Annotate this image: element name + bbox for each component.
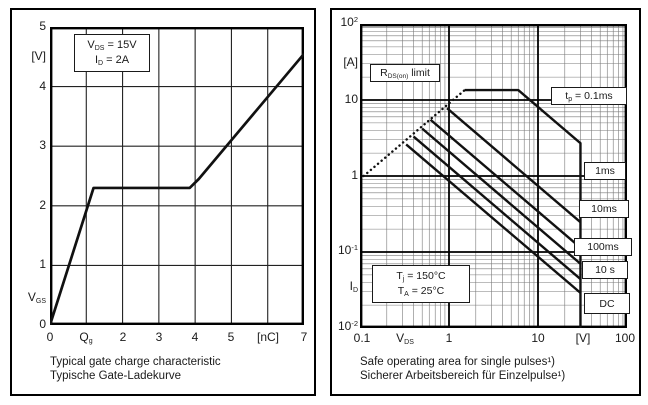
left-xtick-5: 5 bbox=[227, 330, 235, 344]
left-condition-vds: $V_{DS} = 15V$ bbox=[87, 39, 137, 52]
left-y-unit: [V] bbox=[31, 49, 46, 63]
pulse-width-label: $t_p = 0.1ms$ bbox=[551, 87, 627, 105]
soa-y-unit: [A] bbox=[343, 55, 358, 69]
soa-condition-ta: $T_A = 25^\circ C$ bbox=[397, 285, 445, 298]
left-caption-de: Typische Gate-Ladekurve bbox=[50, 370, 182, 382]
left-caption-en: Typical gate charge characteristic bbox=[50, 356, 221, 368]
rdson-limit-label: $R_{DS(on)}$ limit bbox=[370, 64, 440, 82]
left-x-symbol: $Q_g$ bbox=[79, 330, 93, 345]
left-caption bbox=[50, 355, 221, 383]
time-label-10s: 10 s bbox=[582, 261, 628, 279]
soa-caption-en: Safe operating area for single pulses¹) bbox=[360, 356, 555, 368]
soa-caption-de: Sicherer Arbeitsbereich für Einzelpulse¹) bbox=[360, 370, 566, 382]
soa-x-unit: [V] bbox=[575, 331, 591, 345]
soa-caption bbox=[360, 355, 565, 383]
left-xtick-0: 0 bbox=[46, 330, 54, 344]
left-ytick-3: 3 bbox=[39, 138, 46, 152]
soa-x-symbol: $V_{DS}$ bbox=[396, 331, 414, 346]
left-ytick-0: 0 bbox=[39, 317, 46, 331]
left-ytick-5: 5 bbox=[39, 19, 46, 33]
soa-ytick-0p01: $10^{-2}$ bbox=[337, 319, 358, 333]
left-ytick-4: 4 bbox=[39, 79, 46, 93]
soa-conditions-box bbox=[372, 265, 470, 303]
soa-panel bbox=[330, 8, 641, 396]
time-label-1ms: 1ms bbox=[584, 162, 626, 180]
soa-xtick-100: 100 bbox=[614, 331, 636, 345]
time-label-10ms: 10ms bbox=[579, 200, 629, 218]
soa-xtick-10: 10 bbox=[531, 331, 545, 345]
time-label-100ms: 100ms bbox=[574, 238, 632, 256]
soa-condition-tj: $T_j = 150^\circ C$ bbox=[396, 270, 446, 283]
soa-xtick-0p1: 0.1 bbox=[353, 331, 371, 345]
soa-ytick-10: 10 bbox=[344, 92, 358, 106]
left-xtick-3: 3 bbox=[155, 330, 163, 344]
left-x-unit: [nC] bbox=[256, 330, 279, 344]
soa-xtick-1: 1 bbox=[445, 331, 453, 345]
left-y-symbol: $V_{GS}$ bbox=[27, 290, 46, 305]
soa-y-symbol: $I_D$ bbox=[349, 279, 358, 294]
left-conditions-box bbox=[74, 34, 150, 72]
left-condition-id: $I_D = 2A$ bbox=[94, 54, 130, 67]
soa-ytick-100: $10^2$ bbox=[340, 15, 358, 29]
time-label-dc: DC bbox=[584, 293, 630, 314]
soa-ytick-1: 1 bbox=[351, 168, 358, 182]
left-xtick-7: 7 bbox=[300, 330, 308, 344]
soa-ytick-0p1: $10^{-1}$ bbox=[337, 243, 358, 257]
left-xtick-2: 2 bbox=[119, 330, 127, 344]
left-ytick-1: 1 bbox=[39, 257, 46, 271]
gate-charge-panel bbox=[10, 8, 316, 396]
left-ytick-2: 2 bbox=[39, 198, 46, 212]
left-xtick-4: 4 bbox=[191, 330, 199, 344]
